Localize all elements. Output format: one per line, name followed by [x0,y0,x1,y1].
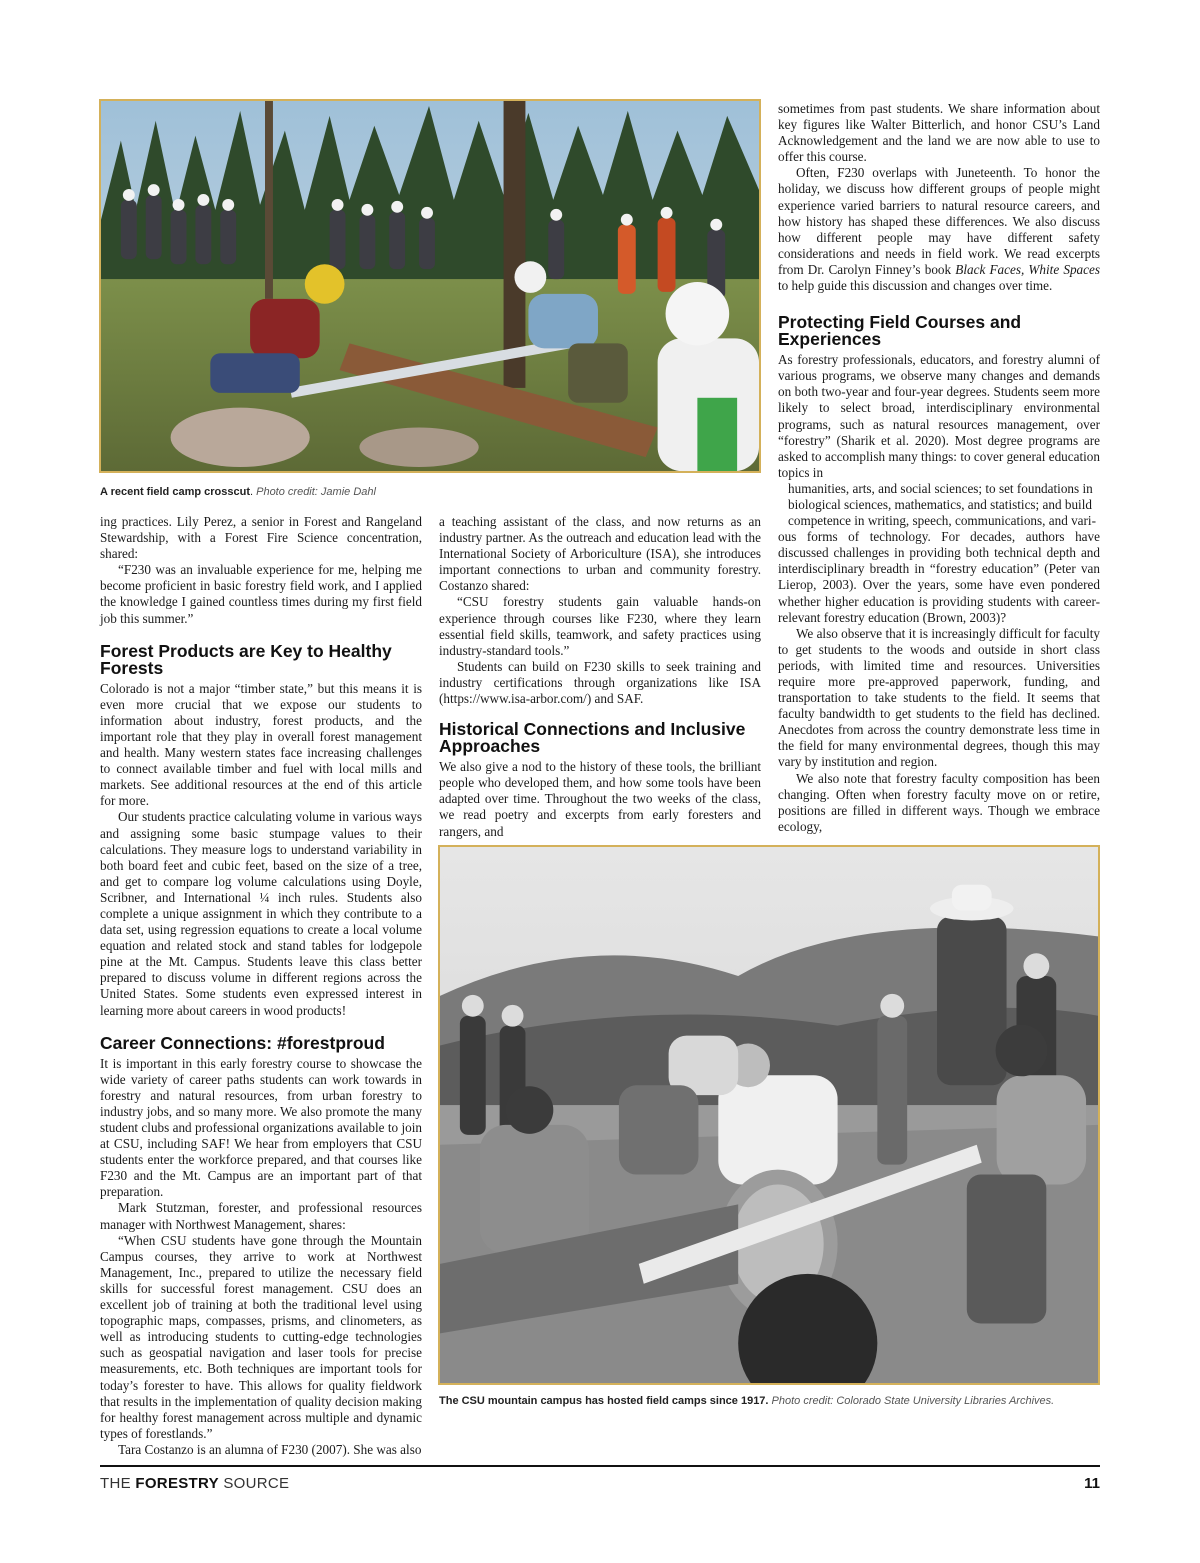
list-item: humanities, arts, and social sciences; to set foundations in [788,480,1093,496]
col3-paragraph-4: ous forms of technology. For decades, authors have discussed challenges in providing both technical depth and interdisciplinary breadth in “forestry education” (Peter van Lierop, 2003). Over the years, some have even pondered whether higher education is providing students with career-relevant forestry education (Brown, 2003)? [778,529,1100,625]
column-1 [100,514,422,1458]
col1-quote-perez: “F230 was an invaluable experience for me, helping me become proficient in basic forestry field work, and I applied the knowledge I gained countless times during my first field job this summer.” [100,562,422,626]
caption-bottom-photo [439,1394,1079,1408]
photo-field-camp-crosscut [99,99,761,473]
caption-top-period: . [249,486,257,498]
footer-publication-title [100,1475,289,1492]
col3-paragraph-3: As forestry professionals, educators, and forestry alumni of various programs, we observe many changes and demands on both two-year and four-year degrees. Students seem more likely to select broad, interdisciplinary environmental programs, such as natural resources management, over “forestry” (Sharik et al. 2020). Most degree programs are asked to accomplish many things: to cover general education topics in [778,352,1100,480]
col3-paragraph-6: We also note that forestry faculty composition has been changing. Often when forestry faculty move on or retire, positions are filled in different ways. Though we embrace ecology, [778,770,1100,834]
caption-top-credit: Photo credit: Jamie Dahl [256,486,376,498]
col1-paragraph-8: Tara Costanzo is an alumna of F230 (2007). She was also [118,1441,422,1457]
col3-paragraph-5: We also observe that it is increasingly difficult for faculty to get students to the woods and outside in short class periods, with limited time and resources. Universities require more pre-approved paperwork, funding, and transportation to take students to the field. It seems that faculty bandwidth to get students to the field has declined. Anecdotes from across the country demonstrate less time in the field for many environmental degrees, though this may vary by institution and region. [778,625,1100,770]
col3-paragraph-1: sometimes from past students. We share information about key figures like Walter Bitterlich, and honor CSU’s Land Acknowledgement and the land we are now able to use to offer this course. [778,101,1100,165]
footer-the: THE [100,1475,136,1492]
col3-book-title: Black Faces, White Spaces [955,261,1100,277]
col1-paragraph-3: Colorado is not a major “timber state,” but this means it is even more crucial that we expose our students to information about industry, forest products, and the important role that they play in overall forest management and health. Many western states face increasing challenges to connect available timber and fuel with local mills and markets. See additional resources at the end of this article for more. [100,680,422,809]
list-item: biological sciences, mathematics, and statistics; and build [788,496,1092,512]
col1-paragraph-6: Mark Stutzman, forester, and professional resources manager with Northwest Management, shares: [100,1200,422,1232]
caption-bottom-credit: Photo credit: Colorado State University Libraries Archives. [771,1395,1055,1407]
col1-paragraph-1: ing practices. Lily Perez, a senior in Forest and Rangeland Stewardship, with a Forest Fire Science concentration, shared: [100,514,422,562]
col3-paragraph-2 [778,165,1100,294]
heading-career-connections: Career Connections: #forestproud [100,1032,385,1053]
photo-historic-field-camp [438,845,1100,1385]
heading-protecting-field-courses: Protecting Field Courses and Experiences [778,312,1022,350]
col2-paragraph-3: Students can build on F230 skills to seek training and industry certifications through organizations like ISA (https://www.isa-arbor.com/) and SAF. [439,658,761,707]
photo-historic-illustration [440,847,1098,1383]
heading-historical-connections: Historical Connections and Inclusive Approaches [439,719,746,757]
heading-forest-products: Forest Products are Key to Healthy Forests [100,640,392,678]
col2-quote-costanzo: “CSU forestry students gain valuable hands-on experience through courses like F230, where they learn essential field skills, teamwork, and safety practices using industry-standard tools.” [439,594,761,658]
col2-paragraph-4: We also give a nod to the history of these tools, the brilliant people who developed them, and how some tools have been adapted over time. Throughout the two weeks of the class, we read poetry and excerpts from early foresters and rangers, and [439,759,761,839]
footer-source: SOURCE [218,1475,290,1492]
col2-paragraph-1: a teaching assistant of the class, and now returns as an industry partner. As the outreach and education lead with the International Society of Arboriculture (ISA), she introduces important connections to urban and community forestry. Costanzo shared: [439,514,761,594]
caption-bottom-title: The CSU mountain campus has hosted field camps since 1917. [439,1395,769,1407]
page-number: 11 [1084,1475,1100,1492]
photo-crosscut-illustration [101,101,759,471]
footer-forestry: FORESTRY [135,1475,219,1492]
col3-p2-part-a: Often, F230 overlaps with Juneteenth. To honor the holiday, we discuss how different groups of people might experience varied barriers to natural resource careers, and how history has shaped these differences. We also discuss how different people may have different safety considerations and needs in field work. We read excerpts from Dr. Carolyn Finney’s book [778,165,1100,277]
col3-list [778,481,1100,529]
col1-quote-stutzman: “When CSU students have gone through the Mountain Campus courses, they arrive to work at Northwest Management, Inc., prepared to utilize the necessary field skills for successful forest management. CSU does an excellent job of training at both the traditional level using topographic maps, compasses, prisms, and clinometers, as well as introducing students to cutting-edge technologies such as geospatial navigation and laser tools for precise measurements, etc. Both techniques are important tools for today’s forester to have. This allows for quality fieldwork that results in the implementation of quality decision making for healthy forest management across multiple and dynamic types of forestlands.” [100,1232,422,1441]
column-3 [778,101,1100,835]
col1-paragraph-4: Our students practice calculating volume in various ways and assigning some basic stumpage values to their calculations. They measure logs to understand variability in both board feet and cubic feet, based on the size of a tree, and get to compare log volume calculations using Doyle, Scribner, and International ¼ inch rules. Students also complete a unique assignment in which they contribute to a data set, using regression equations to create a local volume equation and related stock and stand tables for lodgepole pine at the Mt. Campus. Students leave this class better prepared to discuss volume in different regions across the United States. Some students even expressed interest in learning more about careers in wood products! [100,809,422,1018]
list-item: competence in writing, speech, communications, and vari- [788,513,1096,529]
column-2 [439,514,761,840]
footer-rule [100,1465,1100,1467]
col1-paragraph-5: It is important in this early forestry course to showcase the wide variety of career paths students can work towards in forestry and natural resources, from urban forestry to industry jobs, and so many more. We also promote the many student clubs and professional organizations available to join at CSU, including SAF! We hear from employers that CSU students enter the workforce prepared, and that courses like F230 and the Mt. Campus are an important part of that preparation. [100,1055,422,1200]
caption-top-title: A recent field camp crosscut [100,486,250,498]
col3-p2-part-b: to help guide this discussion and changes over time. [778,278,1053,294]
caption-top-photo [100,485,376,499]
